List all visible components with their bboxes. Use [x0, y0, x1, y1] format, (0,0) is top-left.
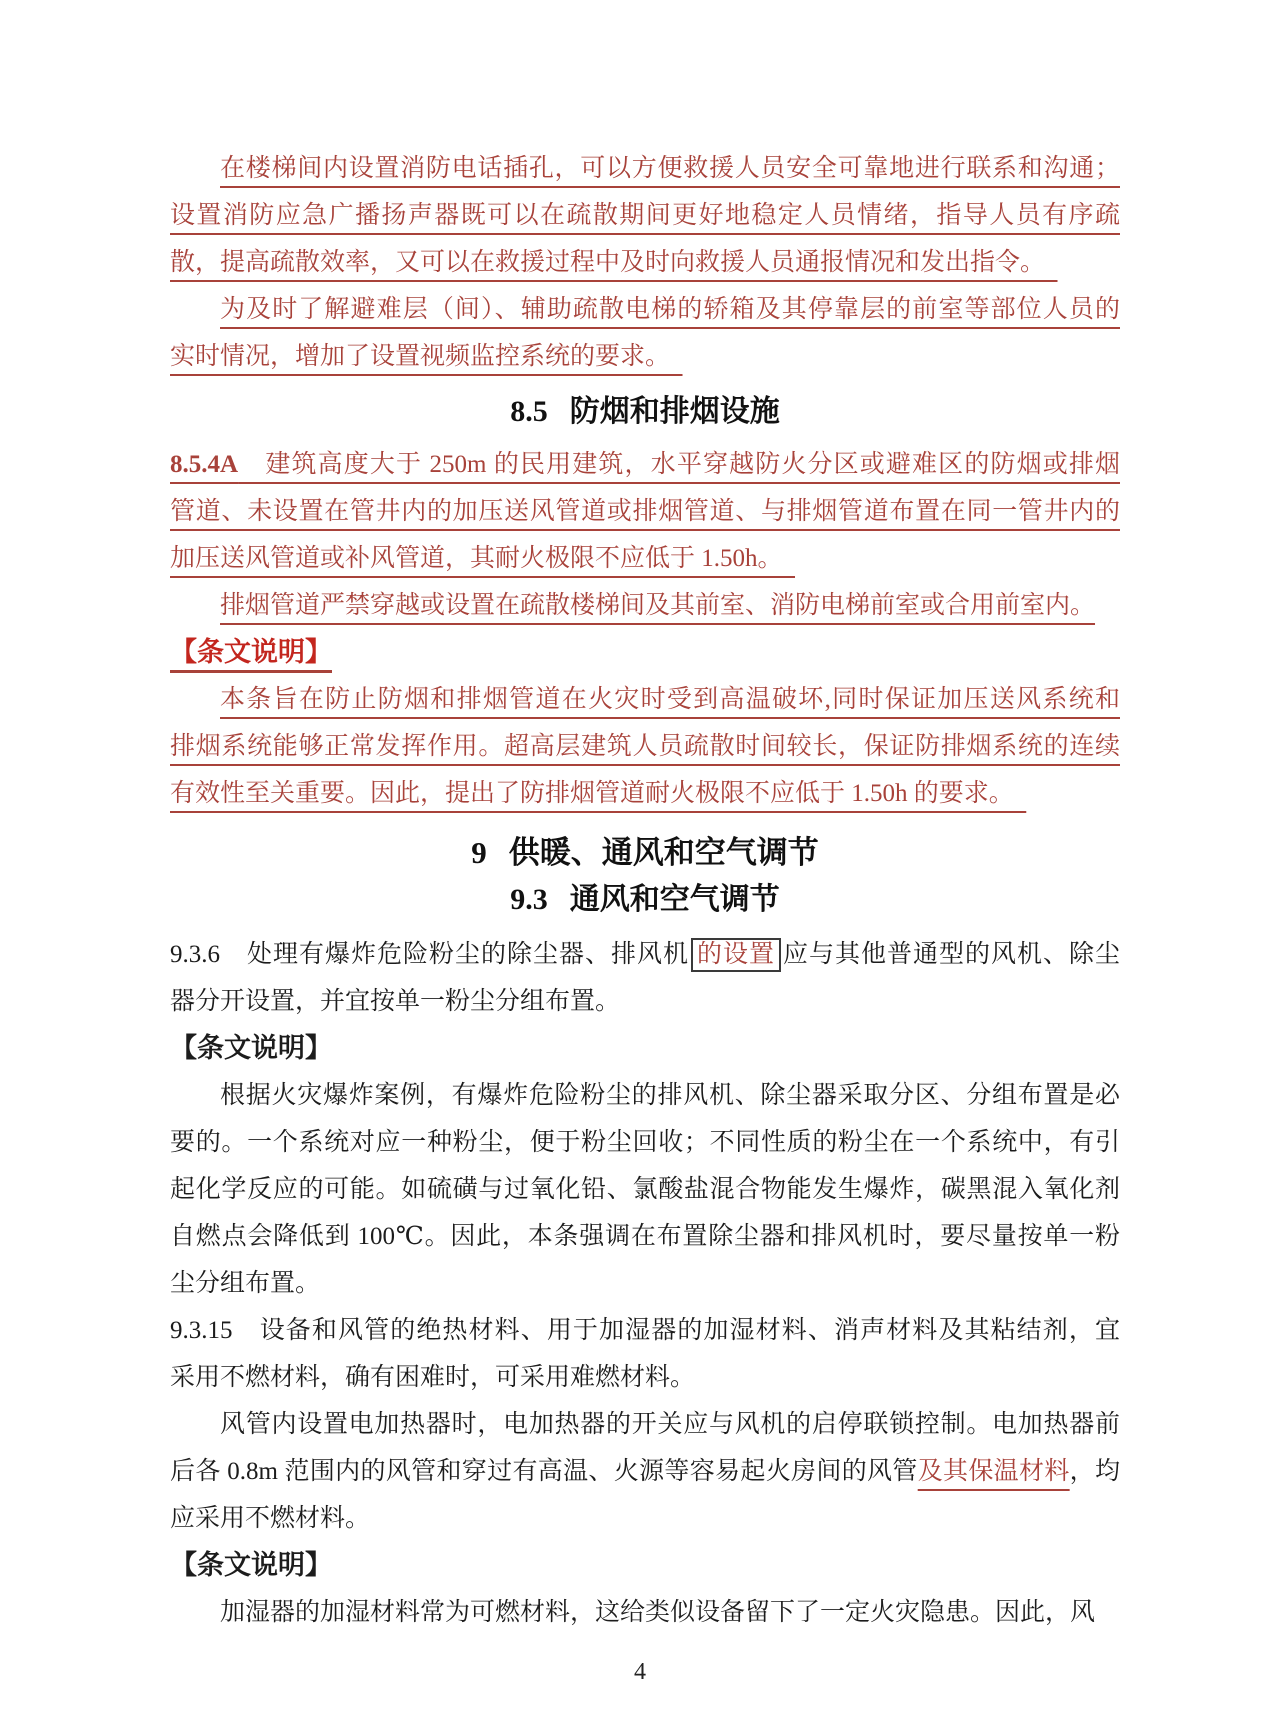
text-line: 排烟管道严禁穿越或设置在疏散楼梯间及其前室、消防电梯前室或合用前室内。 [220, 592, 1096, 619]
boxed-insertion-text: 的设置 [691, 938, 781, 972]
text-line: 在楼梯间内设置消防电话插孔，可以方便救援人员安全可靠地进行联系和沟通； [220, 155, 1120, 182]
paragraph-video-monitor-commentary [170, 286, 1120, 380]
clause-explanation-label-red: 【条文说明】 [170, 637, 332, 667]
text-line: 要的。一个系统对应一种粉尘，便于粉尘回收；不同性质的粉尘在一个系统中，有引 [170, 1129, 1120, 1156]
text-line [170, 931, 1120, 978]
chapter-title: 供暖、通风和空气调节 [508, 835, 819, 870]
text-line: 本条旨在防止防烟和排烟管道在火灾时受到高温破坏,同时保证加压送风系统和 [220, 686, 1120, 713]
text-line: 为及时了解避难层（间）、辅助疏散电梯的轿箱及其停靠层的前室等部位人员的 [220, 296, 1120, 323]
paragraph-smoke-duct-prohibition [170, 582, 1120, 629]
clause-text: 后各 0.8m 范围内的风管和穿过有高温、火源等容易起火房间的风管 [170, 1458, 918, 1485]
clause-text: 应与其他普通型的风机、除尘 [782, 941, 1120, 968]
text-line: 加压送风管道或补风管道，其耐火极限不应低于 1.50h。 [170, 545, 796, 572]
paragraph-duct-heater [170, 1401, 1120, 1542]
text-line [170, 441, 1120, 488]
text-line: 9.3.15 设备和风管的绝热材料、用于加湿器的加湿材料、消声材料及其粘结剂，宜 [170, 1317, 1120, 1344]
text-line: 采用不燃材料，确有困难时，可采用难燃材料。 [170, 1364, 696, 1391]
text-line: 有效性至关重要。因此，提出了防排烟管道耐火极限不应低于 1.50h 的要求。 [170, 780, 1027, 807]
text-line: 散，提高疏散效率，又可以在救援过程中及时向救援人员通报情况和发出指令。 [170, 249, 1058, 276]
chapter-heading-9 [170, 829, 1120, 876]
section-heading-9-3 [170, 876, 1120, 923]
page-number: 4 [634, 1659, 646, 1685]
text-line: 应采用不燃材料。 [170, 1505, 371, 1532]
text-line: 尘分组布置。 [170, 1270, 321, 1297]
section-number: 8.5 [510, 395, 548, 428]
text-line: 自燃点会降低到 100℃。因此，本条强调在布置除尘器和排风机时，要尽量按单一粉 [170, 1223, 1120, 1250]
red-revision-text: 及其保温材料 [917, 1458, 1070, 1485]
text-line: 起化学反应的可能。如硫磺与过氧化铅、氯酸盐混合物能发生爆炸，碳黑混入氧化剂 [170, 1176, 1120, 1203]
clause-8-5-4a [170, 441, 1120, 582]
clause-explanation-label: 【条文说明】 [170, 1033, 332, 1063]
paragraph-explosion-cases [170, 1072, 1120, 1307]
paragraph-clause-purpose [170, 676, 1120, 817]
text-line: 根据火灾爆炸案例，有爆炸危险粉尘的排风机、除尘器采取分区、分组布置是必 [220, 1082, 1120, 1109]
text-line: 排烟系统能够正常发挥作用。超高层建筑人员疏散时间较长，保证防排烟系统的连续 [170, 733, 1120, 760]
section-heading-8-5 [170, 388, 1120, 435]
text-line: 风管内设置电加热器时，电加热器的开关应与风机的启停联锁控制。电加热器前 [220, 1411, 1120, 1438]
clause-explanation-label: 【条文说明】 [170, 1550, 332, 1580]
paragraph-fire-phone-commentary [170, 145, 1120, 286]
clause-9-3-6 [170, 931, 1120, 1025]
text-line [170, 1448, 1120, 1495]
section-title: 防烟和排烟设施 [569, 395, 780, 428]
clause-text: ，均 [1069, 1458, 1120, 1485]
text-line: 管道、未设置在管井内的加压送风管道或排烟管道、与排烟管道布置在同一管井内的 [170, 498, 1120, 525]
clause-text: 9.3.6 处理有爆炸危险粉尘的除尘器、排风机 [170, 941, 689, 968]
clause-number: 8.5.4A [170, 451, 239, 478]
section-number: 9.3 [510, 883, 548, 916]
clause-text: 建筑高度大于 250m 的民用建筑，水平穿越防火分区或避难区的防烟或排烟 [238, 451, 1120, 478]
text-line: 器分开设置，并宜按单一粉尘分组布置。 [170, 988, 621, 1015]
paragraph-humidifier [170, 1589, 1120, 1636]
chapter-number: 9 [471, 835, 487, 870]
text-line: 加湿器的加湿材料常为可燃材料，这给类似设备留下了一定火灾隐患。因此，风 [220, 1599, 1096, 1626]
text-line: 实时情况，增加了设置视频监控系统的要求。 [170, 343, 683, 370]
text-line: 设置消防应急广播扬声器既可以在疏散期间更好地稳定人员情绪，指导人员有序疏 [170, 202, 1120, 229]
clause-9-3-15 [170, 1307, 1120, 1401]
section-title: 通风和空气调节 [569, 883, 780, 916]
